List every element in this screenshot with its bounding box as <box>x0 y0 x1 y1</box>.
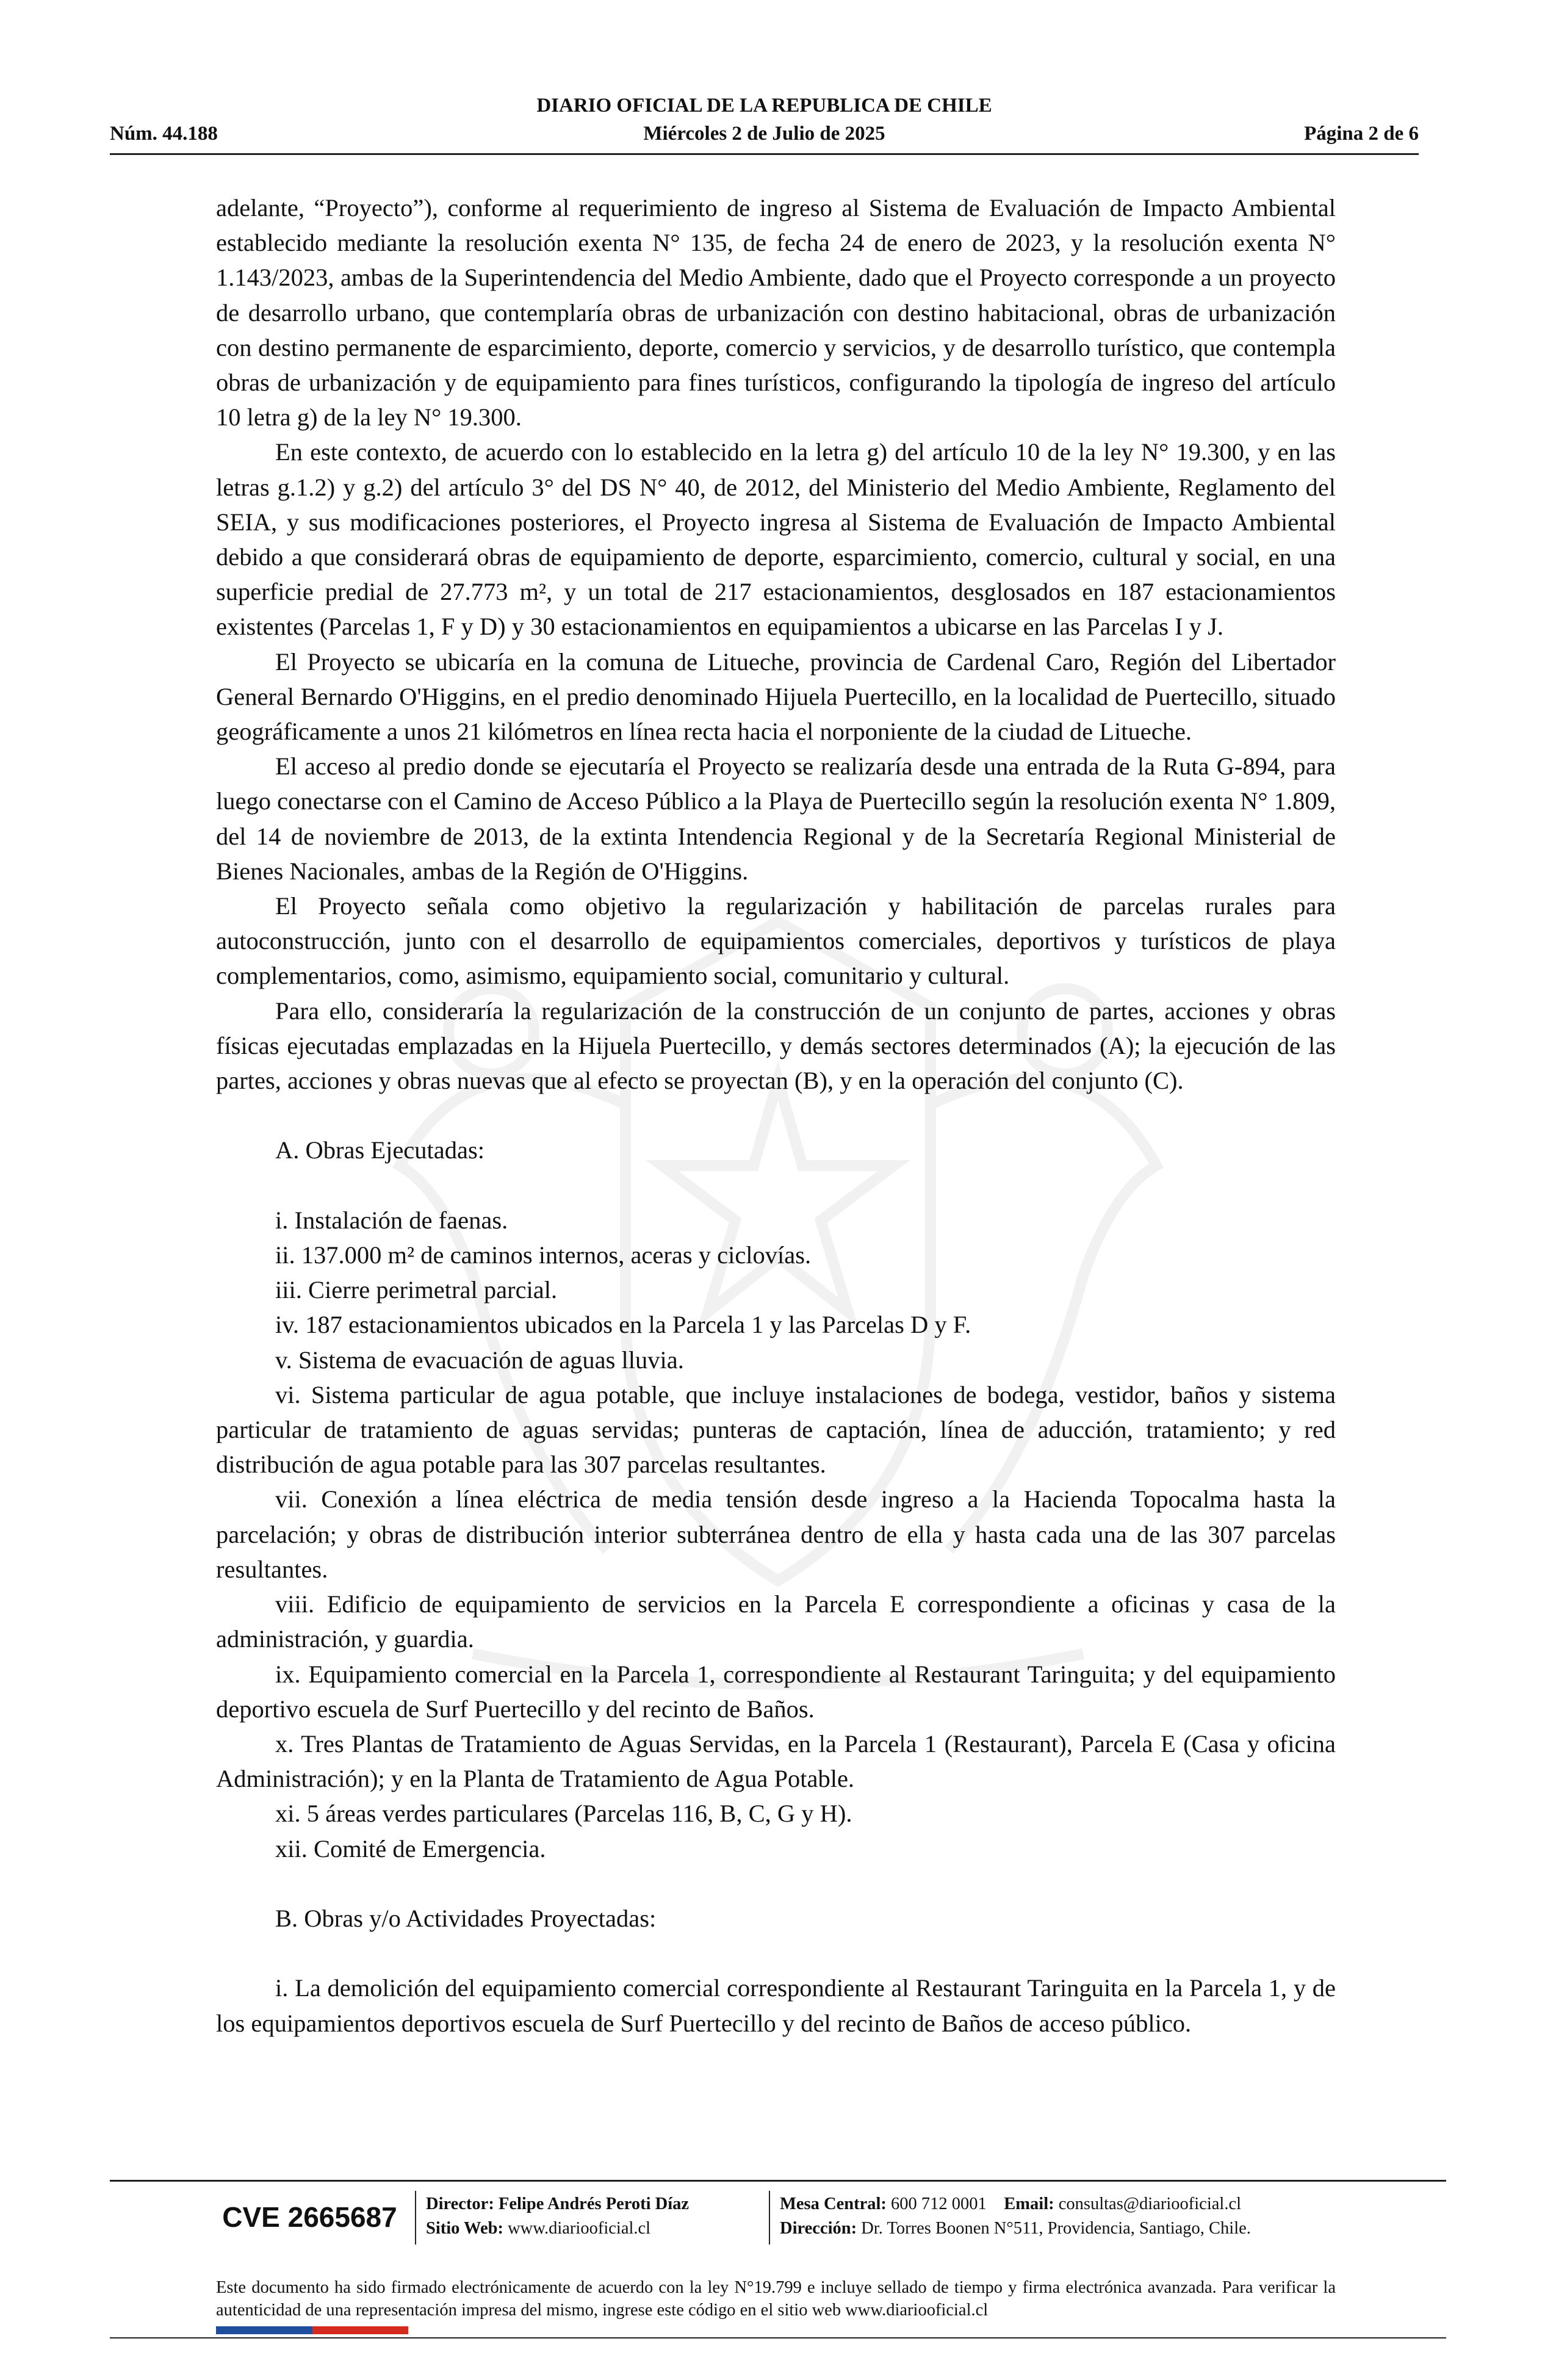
chile-flag-stripe <box>216 2326 408 2334</box>
list-item: ix. Equipamiento comercial en la Parcela 1, correspondiente al Restaurant Taringuita; y del equipamiento deportivo escuela de Surf Puertecillo y del recinto de Baños. <box>216 1660 1336 1723</box>
list-item: iv. 187 estacionamientos ubicados en la Parcela 1 y las Parcelas D y F. <box>275 1311 971 1339</box>
section-heading: A. Obras Ejecutadas: <box>275 1136 485 1164</box>
article-body <box>216 190 1336 2041</box>
list-item: viii. Edificio de equipamiento de servicios en la Parcela E correspondiente a oficinas y casa de la administración, y guardia. <box>216 1590 1336 1653</box>
paragraph: El Proyecto se ubicaría en la comuna de Litueche, provincia de Cardenal Caro, Región del Libertador General Bernardo O'Higgins, en el predio denominado Hijuela Puertecillo, en la localidad de Puertecillo, situado geográficamente a unos 21 kilómetros en línea recta hacia el norponiente de la ciudad de Litueche. <box>216 647 1336 746</box>
footer-separator <box>769 2191 770 2245</box>
issue-number: Núm. 44.188 <box>110 123 218 145</box>
paragraph: En este contexto, de acuerdo con lo establecido en la letra g) del artículo 10 de la ley N° 19.300, y en las letras g.1.2) y g.2) del artículo 3° del DS N° 40, de 2012, del Ministerio del Medio Ambiente, Reglamento del SEIA, y sus modificaciones posteriores, el Proyecto ingresa al Sistema de Evaluación de Impacto Ambiental debido a que considerará obras de equipamiento de deporte, esparcimiento, comercio, cultural y social, en una superficie predial de 27.773 m², y un total de 217 estacionamientos, desglosados en 187 estacionamientos existentes (Parcelas 1, F y D) y 30 estacionamientos en equipamientos a ubicarse en las Parcelas I y J. <box>216 438 1336 641</box>
page-number: Página 2 de 6 <box>1304 123 1419 145</box>
list-item: v. Sistema de evacuación de aguas lluvia. <box>275 1346 684 1374</box>
list-item: x. Tres Plantas de Tratamiento de Aguas Servidas, en la Parcela 1 (Restaurant), Parcela E (Casa y oficina Administración); y en la Planta de Tratamiento de Agua Potable. <box>216 1729 1336 1793</box>
spacer <box>216 1936 1336 1971</box>
page-header <box>110 92 1419 153</box>
masthead <box>110 92 1419 148</box>
list-item: i. La demolición del equipamiento comercial correspondiente al Restaurant Taringuita en la Parcela 1, y de los equipamientos deportivos escuela de Surf Puertecillo y del recinto de Baños de acceso público. <box>216 1974 1336 2037</box>
spacer <box>216 1866 1336 1901</box>
list-item: iii. Cierre perimetral parcial. <box>275 1276 558 1304</box>
paragraph: El Proyecto señala como objetivo la regularización y habilitación de parcelas rurales para autoconstrucción, junto con el desarrollo de equipamientos comerciales, deportivos y turísticos de playa complementarios, como, asimismo, equipamiento social, comunitario y cultural. <box>216 892 1336 990</box>
flag-blue-segment <box>216 2326 312 2334</box>
paragraph: adelante, “Proyecto”), conforme al requerimiento de ingreso al Sistema de Evaluación de Impacto Ambiental establecido mediante la resolución exenta N° 135, de fecha 24 de enero de 2023, y la resolución exenta N° 1.143/2023, ambas de la Superintendencia del Medio Ambiente, dado que el Proyecto corresponde a un proyecto de desarrollo urbano, que contemplaría obras de urbanización con destino habitacional, obras de urbanización con destino permanente de esparcimiento, deporte, comercio y servicios, y de desarrollo turístico, que contempla obras de urbanización y de equipamiento para fines turísticos, configurando la tipología de ingreso del artículo 10 letra g) de la ley N° 19.300. <box>216 194 1336 431</box>
list-item: xii. Comité de Emergencia. <box>275 1834 546 1863</box>
spacer <box>216 1098 1336 1133</box>
email-label: Email: <box>1004 2194 1054 2213</box>
newspaper-title: DIARIO OFICIAL DE LA REPUBLICA DE CHILE <box>536 95 992 117</box>
cve-code: CVE 2665687 <box>222 2201 397 2233</box>
flag-red-segment <box>312 2326 408 2334</box>
director-label: Director: <box>426 2194 494 2213</box>
list-item: xi. 5 áreas verdes particulares (Parcelas 116, B, C, G y H). <box>275 1800 852 1828</box>
signature-disclaimer: Este documento ha sido firmado electrónicamente de acuerdo con la ley N°19.799 e incluye sellado de tiempo y firma electrónica avanzada. Para verificar la autenticidad de una representación impresa del mismo, ingrese este código en el sitio web www.diariooficial.cl <box>216 2278 1336 2320</box>
footer-director-block <box>426 2192 689 2241</box>
footer-separator <box>415 2191 416 2245</box>
website-label: Sitio Web: <box>426 2219 503 2238</box>
paragraph: Para ello, consideraría la regularización de la construcción de un conjunto de partes, acciones y obras físicas ejecutadas emplazadas en la Hijuela Puertecillo, y demás sectores determinados (A); la ejecución de las partes, acciones y obras nuevas que al efecto se proyectan (B), y en la operación del conjunto (C). <box>216 997 1336 1095</box>
footer-bottom-rule <box>110 2337 1446 2339</box>
list-item: vii. Conexión a línea eléctrica de media tensión desde ingreso a la Hacienda Topocalma hasta la parcelación; y obras de distribución interior subterránea dentro de ella y hasta cada una de las 307 parcelas resultantes. <box>216 1485 1336 1583</box>
publication-date: Miércoles 2 de Julio de 2025 <box>643 123 885 145</box>
footer-divider <box>110 2180 1446 2182</box>
address-value: Dr. Torres Boonen N°511, Providencia, Santiago, Chile. <box>861 2219 1251 2238</box>
list-item: vi. Sistema particular de agua potable, que incluye instalaciones de bodega, vestidor, baños y sistema particular de tratamiento de aguas servidas; punteras de captación, línea de aducción, tratamiento; y red distribución de agua potable para las 307 parcelas resultantes. <box>216 1380 1336 1479</box>
email-link[interactable]: consultas@diariooficial.cl <box>1058 2194 1242 2213</box>
list-item: i. Instalación de faenas. <box>275 1206 508 1234</box>
phone-label: Mesa Central: <box>780 2194 887 2213</box>
director-name: Felipe Andrés Peroti Díaz <box>498 2194 690 2213</box>
paragraph: El acceso al predio donde se ejecutaría el Proyecto se realizaría desde una entrada de la Ruta G-894, para luego conectarse con el Camino de Acceso Público a la Playa de Puertecillo según la resolución exenta N° 1.809, del 14 de noviembre de 2013, de la extinta Intendencia Regional y de la Secretaría Regional Ministerial de Bienes Nacionales, ambas de la Región de O'Higgins. <box>216 752 1336 885</box>
list-item: ii. 137.000 m² de caminos internos, aceras y ciclovías. <box>275 1241 812 1269</box>
phone-number: 600 712 0001 <box>891 2194 987 2213</box>
footer-contact-block <box>780 2192 1251 2241</box>
address-label: Dirección: <box>780 2219 857 2238</box>
spacer <box>216 1168 1336 1203</box>
website-link[interactable]: www.diariooficial.cl <box>508 2219 651 2238</box>
section-heading: B. Obras y/o Actividades Proyectadas: <box>275 1904 657 1932</box>
header-divider <box>110 153 1419 155</box>
